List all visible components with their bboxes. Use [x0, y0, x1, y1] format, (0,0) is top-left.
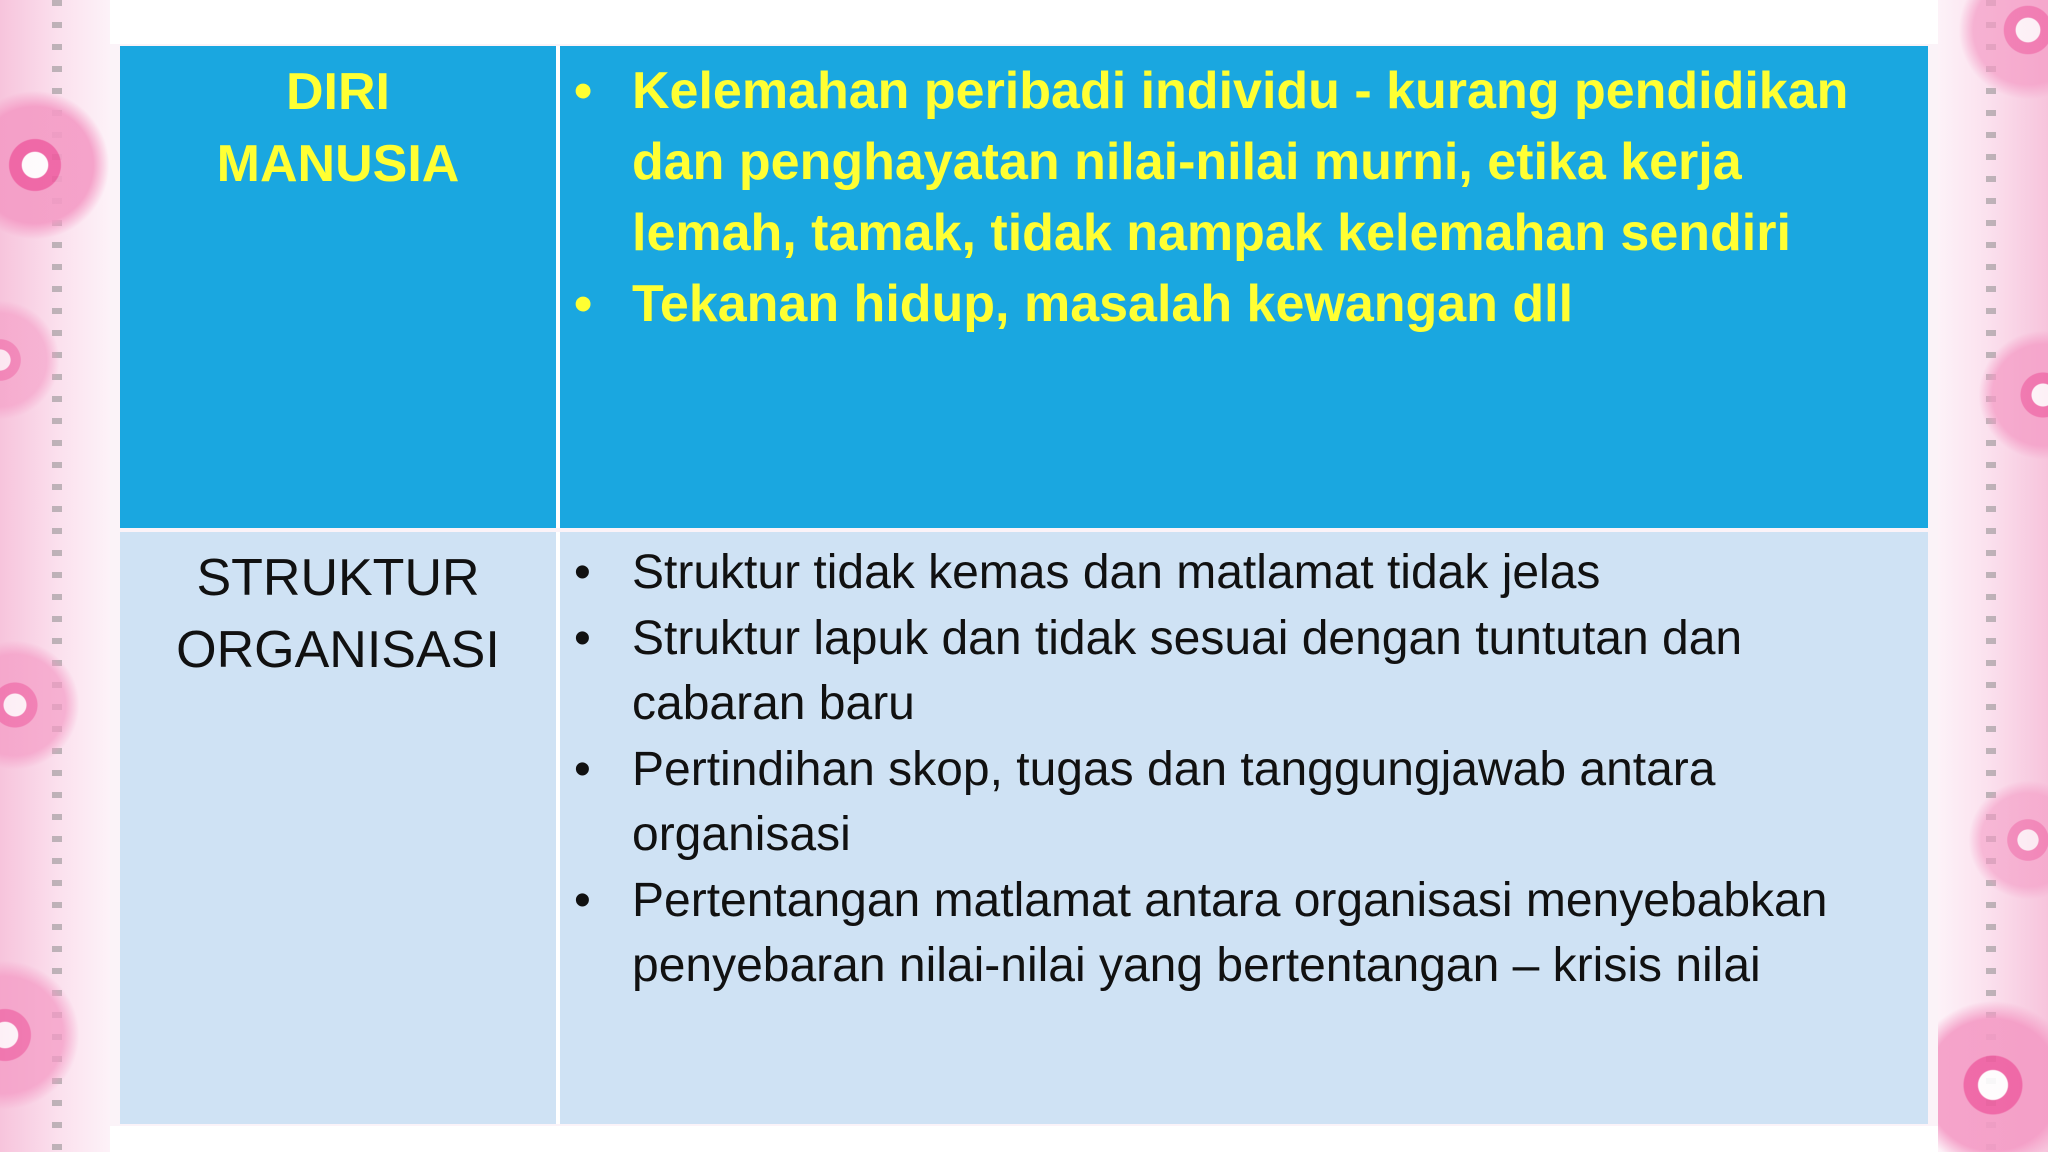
list-item-text: Pertindihan skop, tugas dan tanggungjawab antara organisasi [632, 742, 1716, 861]
pink-flower-icon [0, 960, 80, 1110]
right-flower-border [1938, 0, 2048, 1152]
list-item [574, 606, 1912, 737]
table-row-diri-manusia [120, 46, 1928, 528]
list-item [574, 269, 1912, 340]
pink-flower-icon [1958, 0, 2048, 100]
pink-flower-icon [0, 640, 80, 770]
bullet-list [574, 540, 1912, 999]
row-heading-line: ORGANISASI [176, 621, 500, 679]
pink-flower-icon [0, 90, 110, 240]
row-heading [120, 532, 556, 1124]
list-item-text: Struktur tidak kemas dan matlamat tidak jelas [632, 546, 1601, 599]
bullet-list [574, 56, 1912, 340]
row-content [560, 532, 1928, 1124]
list-item-text: Tekanan hidup, masalah kewangan dll [632, 275, 1574, 333]
list-item [574, 868, 1912, 999]
list-item-text: Pertentangan matlamat antara organisasi menyebabkan penyebaran nilai-nilai yang bertentangan – krisis nilai [632, 873, 1828, 992]
bullet-dot-icon: • [574, 873, 591, 927]
bullet-dot-icon: • [574, 611, 591, 665]
bottom-margin [110, 1126, 1938, 1152]
bullet-dot-icon: • [574, 275, 593, 333]
row-content [560, 46, 1928, 528]
list-item [574, 737, 1912, 868]
list-item [574, 56, 1912, 269]
list-item-text: Kelemahan peribadi individu - kurang pendidikan dan penghayatan nilai-nilai murni, etika kerja lemah, tamak, tidak nampak kelemahan sendiri [632, 62, 1849, 262]
list-item [574, 540, 1912, 606]
content-table [120, 46, 1928, 1126]
stitch-line [1986, 0, 1996, 1152]
left-flower-border [0, 0, 110, 1152]
bullet-dot-icon: • [574, 742, 591, 796]
row-heading-line: STRUKTUR [196, 549, 480, 607]
row-heading-line: DIRI [286, 63, 390, 121]
bullet-dot-icon: • [574, 546, 591, 599]
row-heading [120, 46, 556, 528]
list-item-text: Struktur lapuk dan tidak sesuai dengan tuntutan dan cabaran baru [632, 611, 1743, 730]
top-margin [110, 0, 1938, 44]
bullet-dot-icon: • [574, 62, 593, 120]
row-heading-line: MANUSIA [216, 135, 460, 193]
pink-flower-icon [1968, 780, 2048, 900]
table-row-struktur-organisasi [120, 532, 1928, 1124]
pink-flower-icon [1938, 1000, 2048, 1152]
pink-flower-icon [0, 300, 60, 420]
